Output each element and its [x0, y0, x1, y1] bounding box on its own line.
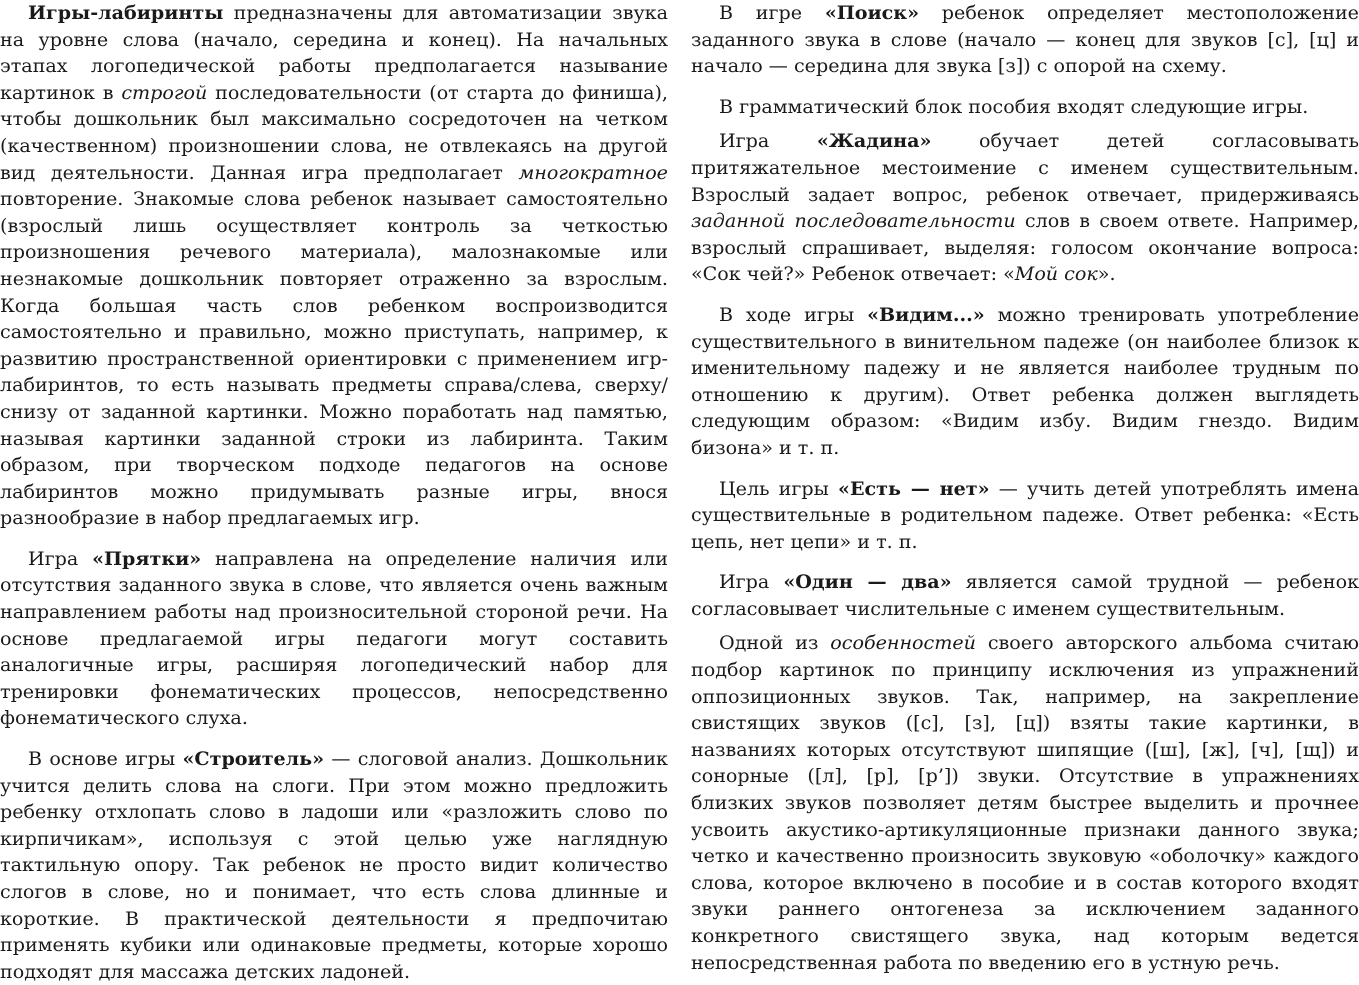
- left-column: [0, 0, 668, 983]
- text-run: предназначены для автоматизации звука на уровне слова (начало, середина и конец). На начальных этапах логопедической работы предполагается называние картинок в: [0, 1, 668, 104]
- text-run: Цель игры: [719, 476, 839, 500]
- bold-game-title: «Видим...»: [867, 302, 985, 326]
- bold-game-title: «Жадина»: [816, 129, 932, 153]
- italic-emphasis: заданной последовательности: [691, 209, 1016, 233]
- text-run: повторение. Знакомые слова ребенок называет самостоятельно (взрослый лишь осуществляет контроль за четкостью произношения речевого материала), малознакомые или незнакомые дошкольник повторяет отраженно за взрослым. Когда большая часть слов ребенком воспроизводится самостоятельно и правильно, можно приступать, например, к развитию пространственной ориентировки с применением игр-лабиринтов, то есть называть предметы справа/слева, сверху/снизу от заданной картинки. Можно поработать над памятью, называя картинки заданной строки из лабиринта. Таким образом, при творческом подходе педагогов на основе лабиринтов можно придумывать разные игры, внося разнообразие в набор предлагаемых игр.: [0, 187, 668, 530]
- right-column: [691, 0, 1359, 974]
- text-run: обучает детей согласовывать притяжательное местоимение с именем существительным. Взрослый задает вопрос, ребенок отвечает, придерживаясь: [691, 129, 1359, 206]
- text-run: своего авторского альбома считаю подбор картинок по принципу исключения из упражнений оппозиционных звуков. Так, например, на закрепление свистящих звуков ([с], [з], [ц]) взяты такие картинки, в названиях которых отсутствуют шипящие ([ш], [ж], [ч], [щ]) и сонорные ([л], [р], [р’]) звуки. Отсутствие в упражнениях близких звуков позволяет детям быстрее выделить и прочнее усвоить акустико-артикуляционные признаки данного звука; четко и качественно произносить звуковую «оболочку» каждого слова, которое включено в пособие и в состав которого входят звуки раннего онтогенеза за исключением заданного конкретного свистящего звука, над которым ведется непосредственная работа по введению его в устную речь.: [691, 631, 1359, 974]
- italic-emphasis: особенностей: [830, 631, 976, 655]
- text-run: Игра: [719, 570, 784, 594]
- paragraph-grammar-block-intro: [691, 94, 1359, 121]
- text-run: Игра: [719, 129, 817, 153]
- text-run: ».: [1097, 262, 1116, 286]
- paragraph-one-two-game: [691, 569, 1359, 622]
- text-run: Одной из: [719, 631, 831, 655]
- paragraph-yes-no-game: [691, 476, 1359, 556]
- paragraph-search-game: [691, 0, 1359, 80]
- paragraph-greedy-game: [691, 128, 1359, 288]
- text-run: В ходе игры: [719, 302, 868, 326]
- text-run: В грамматический блок пособия входят следующие игры.: [719, 94, 1309, 118]
- bold-game-title: «Прятки»: [92, 546, 202, 570]
- bold-game-title: «Поиск»: [824, 1, 920, 24]
- bold-game-title: «Один — два»: [783, 570, 952, 594]
- paragraph-builder-game: [0, 746, 668, 985]
- text-run: можно тренировать употребление существительного в винительном падеже (он наиболее близок к именительному падежу и не является наиболее трудным по отношению к другим). Ответ ребенка должен выглядеть следующим образом: «Видим избу. Видим гнездо. Видим бизона» и т. п.: [691, 302, 1359, 459]
- text-run: последовательности (от старта до финиша), чтобы дошкольник был максимально сосредоточен на четком (качественном) произношении слова, не отвлекаясь на другой вид деятельности. Данная игра предполагает: [0, 80, 668, 184]
- bold-game-title: «Строитель»: [182, 747, 325, 771]
- paragraph-hide-and-seek-game: [0, 546, 668, 732]
- paragraph-album-features: [691, 630, 1359, 976]
- text-run: В игре: [719, 1, 825, 24]
- paragraph-labyrinth-games: [0, 0, 668, 532]
- bold-game-title: «Есть — нет»: [838, 476, 990, 500]
- text-run: — слоговой анализ. Дошкольник учится делить слова на слоги. При этом можно предложить ребенку отхлопать слово в ладоши или «разложить слово по кирпичикам», используя с этой целью уже наглядную тактильную опору. Так ребенок не просто видит количество слогов в слове, но и понимает, что есть слова длинные и короткие. В практической деятельности я предпочитаю применять кубики или одинаковые предметы, которые хорошо подходят для массажа детских ладоней.: [0, 747, 668, 983]
- italic-emphasis: многократное: [518, 160, 668, 184]
- text-run: является самой трудной — ребенок согласовывает числительные с именем существительным.: [691, 570, 1359, 620]
- text-run: Игра: [28, 546, 93, 570]
- paragraph-we-see-game: [691, 302, 1359, 462]
- italic-emphasis: строгой: [121, 80, 208, 104]
- text-run: — учить детей употреблять имена существительные в родительном падеже. Ответ ребенка: «Есть цепь, нет цепи» и т. п.: [691, 476, 1359, 553]
- text-run: направлена на определение наличия или отсутствия заданного звука в слове, что является очень важным направлением работы над произносительной стороной речи. На основе предлагаемой игры педагоги могут составить аналогичные игры, расширяя логопедический набор для тренировки фонематических процессов, непосредственно фонематического слуха.: [0, 546, 668, 730]
- text-run: ребенок определяет местоположение заданного звука в слове (начало — конец для звуков [с], [ц] и начало — середина для звука [з]) с опорой на схему.: [691, 1, 1359, 78]
- text-run: слов в своем ответе. Например, взрослый спрашивает, выделяя: голосом окончание вопроса: «Сок чей?» Ребенок отвечает: «: [691, 209, 1359, 286]
- italic-emphasis: Мой сок: [1014, 262, 1098, 286]
- text-run: В основе игры: [28, 747, 183, 771]
- bold-game-title: Игры-лабиринты: [28, 1, 224, 24]
